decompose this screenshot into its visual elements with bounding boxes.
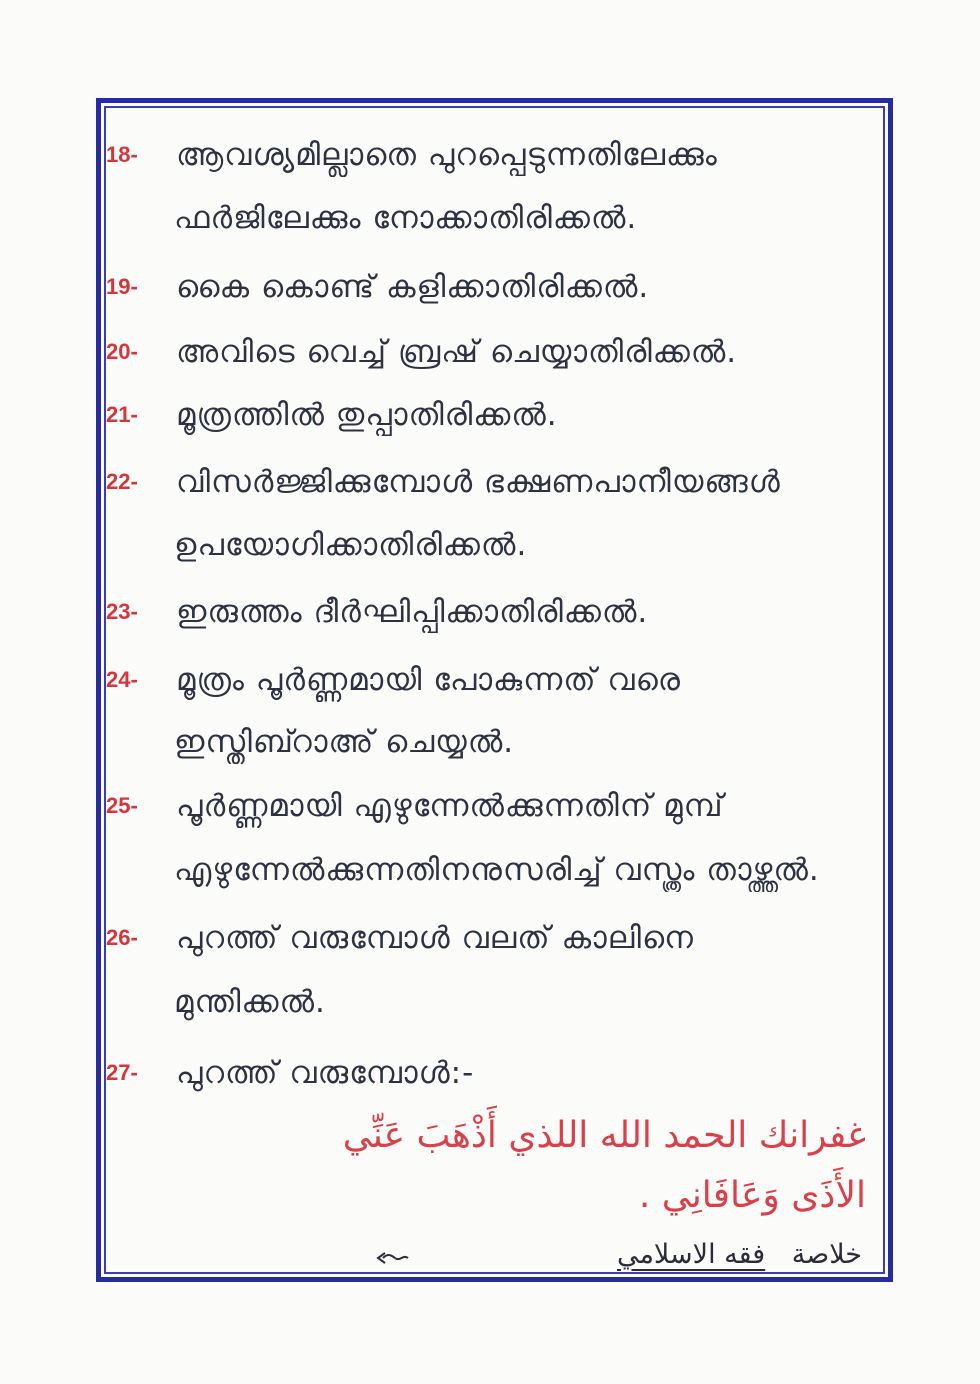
- source-word-1: خلاصة: [791, 1239, 862, 1270]
- list-item-26: [0, 916, 890, 960]
- item-number: 23-: [106, 599, 138, 624]
- source-word-2: فقه الاسلامي: [616, 1239, 766, 1270]
- list-item-19: [0, 265, 890, 309]
- item-text-line-1: പുറത്ത് വരുമ്പോൾ:-: [176, 1055, 475, 1091]
- item-text-line-1: ആവശ്യമില്ലാതെ പുറപ്പെടുന്നതിലേക്കും: [176, 137, 718, 173]
- arabic-dua-line-1: غفرانك الحمد الله اللذي أَذْهَبَ عَنِّي: [342, 1115, 866, 1156]
- list-item-18: [0, 133, 890, 177]
- item-text-line-2: ഫർജിലേക്കും നോക്കാതിരിക്കൽ.: [174, 200, 638, 236]
- list-item-25: [0, 784, 890, 828]
- item-text-line-1: അവിടെ വെച്ച് ബ്രഷ് ചെയ്യാതിരിക്കൽ.: [176, 334, 738, 370]
- list-item-27: [0, 1051, 890, 1095]
- item-text-line-2: എഴുന്നേൽക്കുന്നതിനനുസരിച്ച് വസ്ത്രം താഴ്ത്തൽ.: [174, 852, 820, 888]
- item-number: 19-: [106, 274, 138, 299]
- item-number: 27-: [106, 1060, 138, 1085]
- item-number: 25-: [106, 793, 138, 818]
- source-reference: [617, 1234, 862, 1276]
- list-item-21: [0, 393, 890, 437]
- item-number: 18-: [106, 142, 138, 167]
- item-text-line-2: ഇസ്തിബ്റാഅ് ചെയ്യൽ.: [174, 724, 515, 760]
- list-item-24: [0, 658, 890, 702]
- list-item-20: [0, 330, 890, 374]
- item-text-line-1: പുറത്ത് വരുമ്പോൾ വലത് കാലിനെ: [176, 920, 694, 956]
- item-text-line-1: കൈ കൊണ്ട് കളിക്കാതിരിക്കൽ.: [176, 269, 650, 305]
- item-number: 20-: [106, 339, 138, 364]
- item-text-line-1: വിസർജ്ജിക്കുമ്പോൾ ഭക്ഷണപാനീയങ്ങൾ: [176, 464, 781, 500]
- item-text-line-1: മൂത്രത്തിൽ തുപ്പാതിരിക്കൽ.: [176, 397, 558, 433]
- arrow-left-icon: [376, 1250, 410, 1266]
- item-text-line-2: മുന്തിക്കൽ.: [174, 984, 326, 1020]
- item-number: 21-: [106, 402, 138, 427]
- item-text-line-2: ഉപയോഗിക്കാതിരിക്കൽ.: [174, 527, 528, 563]
- item-text-line-1: മൂത്രം പൂർണ്ണമായി പോകുന്നത് വരെ: [176, 662, 681, 698]
- item-number: 24-: [106, 667, 138, 692]
- item-number: 26-: [106, 925, 138, 950]
- list-item-23: [0, 590, 890, 634]
- item-number: 22-: [106, 469, 138, 494]
- arabic-dua-line-2: الأَذَى وَعَافَانِي .: [638, 1175, 866, 1216]
- item-text-line-1: ഇരുത്തം ദീർഘിപ്പിക്കാതിരിക്കൽ.: [176, 594, 649, 630]
- list-item-22: [0, 460, 890, 504]
- item-text-line-1: പൂർണ്ണമായി എഴുന്നേൽക്കുന്നതിന് മുമ്പ്: [176, 788, 724, 824]
